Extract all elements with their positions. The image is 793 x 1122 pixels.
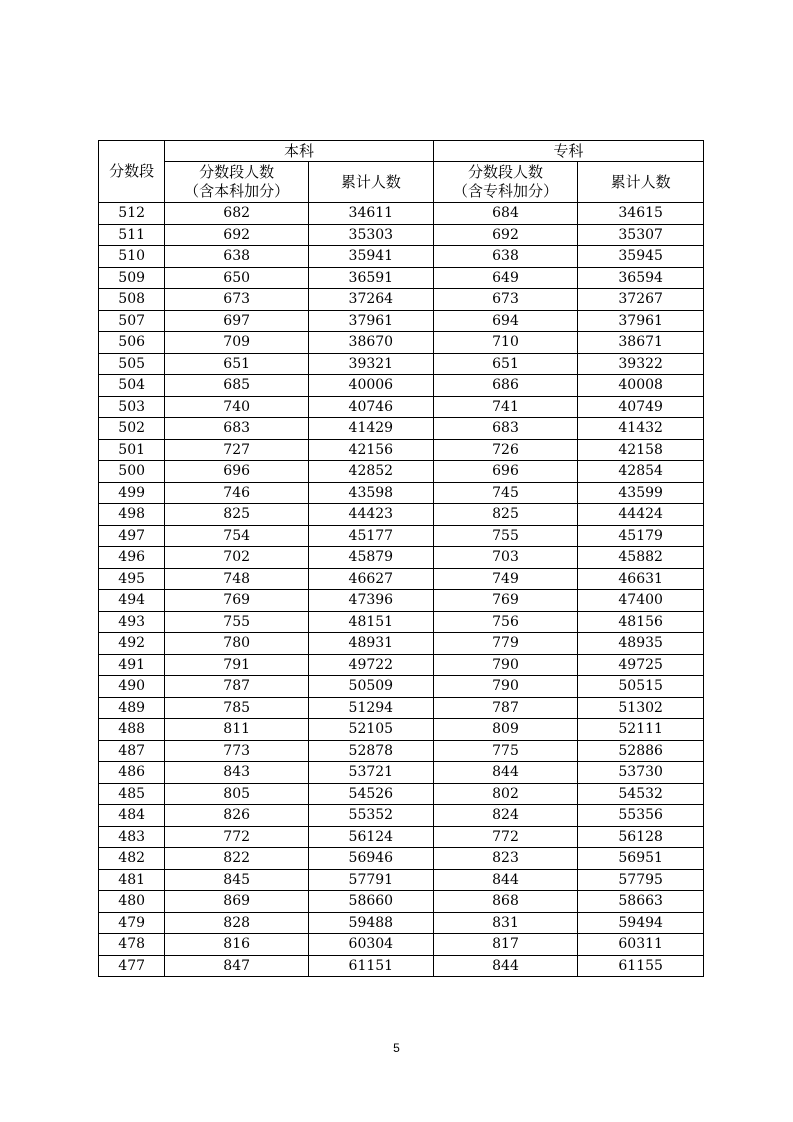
- cell-score: 490: [99, 676, 165, 698]
- header-college-group: 专科: [433, 141, 703, 162]
- cell-undergrad-count: 772: [165, 826, 309, 848]
- header-college-cumulative: 累计人数: [578, 162, 704, 203]
- cell-undergrad-cumulative: 56124: [309, 826, 434, 848]
- cell-college-count: 692: [433, 224, 578, 246]
- cell-college-cumulative: 40749: [578, 396, 704, 418]
- cell-college-count: 790: [433, 654, 578, 676]
- cell-undergrad-cumulative: 51294: [309, 697, 434, 719]
- cell-college-cumulative: 40008: [578, 375, 704, 397]
- cell-undergrad-cumulative: 59488: [309, 912, 434, 934]
- cell-undergrad-cumulative: 61151: [309, 955, 434, 977]
- cell-undergrad-count: 845: [165, 869, 309, 891]
- cell-college-count: 825: [433, 504, 578, 526]
- cell-undergrad-count: 746: [165, 482, 309, 504]
- cell-college-cumulative: 48156: [578, 611, 704, 633]
- table-row: [99, 568, 704, 590]
- cell-college-count: 844: [433, 762, 578, 784]
- cell-score: 481: [99, 869, 165, 891]
- table-row: [99, 719, 704, 741]
- cell-score: 494: [99, 590, 165, 612]
- cell-college-cumulative: 53730: [578, 762, 704, 784]
- table-row: [99, 955, 704, 977]
- cell-undergrad-count: 740: [165, 396, 309, 418]
- cell-score: 482: [99, 848, 165, 870]
- table-row: [99, 203, 704, 225]
- cell-undergrad-cumulative: 40006: [309, 375, 434, 397]
- cell-score: 477: [99, 955, 165, 977]
- cell-score: 478: [99, 934, 165, 956]
- cell-college-count: 703: [433, 547, 578, 569]
- header-undergrad-cumulative: 累计人数: [309, 162, 434, 203]
- cell-college-count: 651: [433, 353, 578, 375]
- cell-undergrad-cumulative: 34611: [309, 203, 434, 225]
- cell-college-cumulative: 39322: [578, 353, 704, 375]
- cell-undergrad-count: 650: [165, 267, 309, 289]
- cell-undergrad-cumulative: 56946: [309, 848, 434, 870]
- table-row: [99, 912, 704, 934]
- cell-college-count: 790: [433, 676, 578, 698]
- cell-undergrad-count: 748: [165, 568, 309, 590]
- cell-college-cumulative: 43599: [578, 482, 704, 504]
- cell-college-cumulative: 52886: [578, 740, 704, 762]
- header-undergrad-count-line2: （含本科加分）: [184, 182, 290, 200]
- header-undergrad-count: [165, 162, 309, 203]
- table-row: [99, 783, 704, 805]
- cell-undergrad-cumulative: 37264: [309, 289, 434, 311]
- cell-undergrad-cumulative: 35941: [309, 246, 434, 268]
- cell-undergrad-count: 754: [165, 525, 309, 547]
- table-row: [99, 934, 704, 956]
- cell-undergrad-count: 822: [165, 848, 309, 870]
- cell-score: 506: [99, 332, 165, 354]
- cell-undergrad-count: 683: [165, 418, 309, 440]
- cell-score: 508: [99, 289, 165, 311]
- cell-undergrad-count: 787: [165, 676, 309, 698]
- cell-college-cumulative: 50515: [578, 676, 704, 698]
- cell-score: 491: [99, 654, 165, 676]
- table-row: [99, 869, 704, 891]
- cell-score: 500: [99, 461, 165, 483]
- cell-undergrad-count: 773: [165, 740, 309, 762]
- cell-undergrad-cumulative: 38670: [309, 332, 434, 354]
- cell-undergrad-count: 780: [165, 633, 309, 655]
- cell-score: 512: [99, 203, 165, 225]
- table-row: [99, 590, 704, 612]
- cell-college-cumulative: 35307: [578, 224, 704, 246]
- cell-undergrad-cumulative: 37961: [309, 310, 434, 332]
- cell-score: 503: [99, 396, 165, 418]
- cell-college-count: 817: [433, 934, 578, 956]
- cell-score: 511: [99, 224, 165, 246]
- cell-undergrad-count: 805: [165, 783, 309, 805]
- cell-undergrad-count: 709: [165, 332, 309, 354]
- cell-college-cumulative: 52111: [578, 719, 704, 741]
- cell-college-count: 772: [433, 826, 578, 848]
- cell-college-count: 710: [433, 332, 578, 354]
- page-number: 5: [393, 1041, 400, 1055]
- header-college-count: [433, 162, 578, 203]
- cell-undergrad-count: 651: [165, 353, 309, 375]
- cell-score: 493: [99, 611, 165, 633]
- cell-college-cumulative: 58663: [578, 891, 704, 913]
- cell-college-count: 755: [433, 525, 578, 547]
- cell-undergrad-cumulative: 47396: [309, 590, 434, 612]
- cell-undergrad-count: 696: [165, 461, 309, 483]
- cell-undergrad-cumulative: 44423: [309, 504, 434, 526]
- cell-college-cumulative: 56951: [578, 848, 704, 870]
- table-row: [99, 246, 704, 268]
- cell-college-count: 831: [433, 912, 578, 934]
- cell-undergrad-count: 685: [165, 375, 309, 397]
- cell-college-cumulative: 55356: [578, 805, 704, 827]
- cell-undergrad-count: 811: [165, 719, 309, 741]
- header-undergrad-group: 本科: [165, 141, 433, 162]
- header-score-range: 分数段: [99, 141, 165, 203]
- cell-college-count: 787: [433, 697, 578, 719]
- header-undergrad-count-line1: 分数段人数: [199, 163, 275, 181]
- cell-undergrad-count: 697: [165, 310, 309, 332]
- cell-score: 495: [99, 568, 165, 590]
- cell-undergrad-count: 816: [165, 934, 309, 956]
- cell-undergrad-cumulative: 48931: [309, 633, 434, 655]
- cell-college-cumulative: 49725: [578, 654, 704, 676]
- cell-undergrad-cumulative: 55352: [309, 805, 434, 827]
- table-row: [99, 848, 704, 870]
- cell-undergrad-cumulative: 60304: [309, 934, 434, 956]
- cell-undergrad-count: 825: [165, 504, 309, 526]
- table-row: [99, 611, 704, 633]
- cell-college-count: 694: [433, 310, 578, 332]
- cell-score: 505: [99, 353, 165, 375]
- cell-score: 484: [99, 805, 165, 827]
- cell-score: 496: [99, 547, 165, 569]
- cell-score: 485: [99, 783, 165, 805]
- table-row: [99, 418, 704, 440]
- table-row: [99, 461, 704, 483]
- cell-college-count: 673: [433, 289, 578, 311]
- cell-undergrad-count: 843: [165, 762, 309, 784]
- cell-college-cumulative: 45882: [578, 547, 704, 569]
- cell-college-cumulative: 47400: [578, 590, 704, 612]
- table-row: [99, 332, 704, 354]
- table-row: [99, 676, 704, 698]
- cell-college-count: 775: [433, 740, 578, 762]
- cell-undergrad-cumulative: 36591: [309, 267, 434, 289]
- cell-undergrad-count: 785: [165, 697, 309, 719]
- cell-college-cumulative: 61155: [578, 955, 704, 977]
- cell-score: 499: [99, 482, 165, 504]
- cell-score: 497: [99, 525, 165, 547]
- cell-score: 483: [99, 826, 165, 848]
- cell-college-count: 779: [433, 633, 578, 655]
- cell-college-cumulative: 46631: [578, 568, 704, 590]
- cell-undergrad-count: 638: [165, 246, 309, 268]
- table-row: [99, 224, 704, 246]
- cell-undergrad-count: 727: [165, 439, 309, 461]
- cell-college-cumulative: 60311: [578, 934, 704, 956]
- cell-undergrad-count: 826: [165, 805, 309, 827]
- cell-college-cumulative: 34615: [578, 203, 704, 225]
- cell-score: 489: [99, 697, 165, 719]
- table-row: [99, 375, 704, 397]
- table-row: [99, 633, 704, 655]
- cell-college-cumulative: 37267: [578, 289, 704, 311]
- table-row: [99, 482, 704, 504]
- cell-college-cumulative: 59494: [578, 912, 704, 934]
- cell-undergrad-cumulative: 52878: [309, 740, 434, 762]
- score-distribution-table: [98, 140, 704, 977]
- cell-undergrad-cumulative: 53721: [309, 762, 434, 784]
- table-row: [99, 353, 704, 375]
- cell-undergrad-cumulative: 50509: [309, 676, 434, 698]
- cell-college-cumulative: 37961: [578, 310, 704, 332]
- cell-undergrad-cumulative: 42156: [309, 439, 434, 461]
- cell-undergrad-cumulative: 46627: [309, 568, 434, 590]
- cell-college-cumulative: 41432: [578, 418, 704, 440]
- cell-undergrad-cumulative: 39321: [309, 353, 434, 375]
- cell-college-count: 802: [433, 783, 578, 805]
- header-sub-row: [99, 162, 704, 203]
- cell-college-count: 844: [433, 955, 578, 977]
- cell-undergrad-cumulative: 45177: [309, 525, 434, 547]
- cell-college-count: 749: [433, 568, 578, 590]
- cell-undergrad-count: 869: [165, 891, 309, 913]
- cell-college-cumulative: 48935: [578, 633, 704, 655]
- cell-score: 486: [99, 762, 165, 784]
- cell-undergrad-count: 692: [165, 224, 309, 246]
- cell-undergrad-count: 847: [165, 955, 309, 977]
- table-row: [99, 504, 704, 526]
- cell-college-count: 823: [433, 848, 578, 870]
- cell-college-cumulative: 45179: [578, 525, 704, 547]
- table-row: [99, 439, 704, 461]
- table-row: [99, 740, 704, 762]
- cell-undergrad-count: 673: [165, 289, 309, 311]
- cell-college-count: 638: [433, 246, 578, 268]
- cell-score: 502: [99, 418, 165, 440]
- cell-score: 504: [99, 375, 165, 397]
- cell-undergrad-count: 828: [165, 912, 309, 934]
- table-row: [99, 697, 704, 719]
- cell-undergrad-cumulative: 40746: [309, 396, 434, 418]
- cell-undergrad-count: 791: [165, 654, 309, 676]
- header-college-count-line2: （含专科加分）: [452, 182, 558, 200]
- cell-college-count: 684: [433, 203, 578, 225]
- cell-college-count: 696: [433, 461, 578, 483]
- cell-score: 510: [99, 246, 165, 268]
- cell-score: 509: [99, 267, 165, 289]
- table-row: [99, 289, 704, 311]
- table-body: [99, 203, 704, 977]
- cell-score: 507: [99, 310, 165, 332]
- cell-undergrad-cumulative: 58660: [309, 891, 434, 913]
- table-row: [99, 267, 704, 289]
- cell-score: 488: [99, 719, 165, 741]
- table-row: [99, 396, 704, 418]
- cell-college-count: 809: [433, 719, 578, 741]
- header-college-count-line1: 分数段人数: [467, 163, 543, 181]
- cell-college-count: 683: [433, 418, 578, 440]
- header-group-row: [99, 141, 704, 162]
- table-row: [99, 762, 704, 784]
- cell-college-count: 649: [433, 267, 578, 289]
- cell-college-cumulative: 54532: [578, 783, 704, 805]
- cell-college-cumulative: 51302: [578, 697, 704, 719]
- cell-undergrad-cumulative: 57791: [309, 869, 434, 891]
- cell-undergrad-cumulative: 52105: [309, 719, 434, 741]
- cell-undergrad-count: 769: [165, 590, 309, 612]
- cell-college-cumulative: 35945: [578, 246, 704, 268]
- table-row: [99, 525, 704, 547]
- cell-college-cumulative: 44424: [578, 504, 704, 526]
- cell-score: 480: [99, 891, 165, 913]
- cell-college-count: 769: [433, 590, 578, 612]
- table-row: [99, 654, 704, 676]
- table-row: [99, 826, 704, 848]
- cell-college-count: 745: [433, 482, 578, 504]
- cell-score: 498: [99, 504, 165, 526]
- cell-college-count: 686: [433, 375, 578, 397]
- cell-undergrad-cumulative: 42852: [309, 461, 434, 483]
- table-header: [99, 141, 704, 203]
- cell-college-count: 824: [433, 805, 578, 827]
- cell-undergrad-cumulative: 35303: [309, 224, 434, 246]
- cell-college-cumulative: 57795: [578, 869, 704, 891]
- cell-college-cumulative: 36594: [578, 267, 704, 289]
- cell-undergrad-count: 702: [165, 547, 309, 569]
- cell-undergrad-cumulative: 49722: [309, 654, 434, 676]
- cell-undergrad-count: 755: [165, 611, 309, 633]
- table-row: [99, 310, 704, 332]
- cell-college-cumulative: 42854: [578, 461, 704, 483]
- cell-score: 501: [99, 439, 165, 461]
- cell-score: 487: [99, 740, 165, 762]
- cell-college-cumulative: 42158: [578, 439, 704, 461]
- cell-undergrad-cumulative: 41429: [309, 418, 434, 440]
- cell-college-count: 868: [433, 891, 578, 913]
- cell-college-cumulative: 56128: [578, 826, 704, 848]
- table-row: [99, 891, 704, 913]
- cell-undergrad-cumulative: 54526: [309, 783, 434, 805]
- cell-undergrad-cumulative: 48151: [309, 611, 434, 633]
- cell-undergrad-cumulative: 43598: [309, 482, 434, 504]
- cell-undergrad-cumulative: 45879: [309, 547, 434, 569]
- cell-score: 479: [99, 912, 165, 934]
- cell-college-count: 741: [433, 396, 578, 418]
- cell-undergrad-count: 682: [165, 203, 309, 225]
- cell-college-cumulative: 38671: [578, 332, 704, 354]
- cell-college-count: 726: [433, 439, 578, 461]
- table-row: [99, 547, 704, 569]
- table-row: [99, 805, 704, 827]
- cell-college-count: 844: [433, 869, 578, 891]
- cell-score: 492: [99, 633, 165, 655]
- cell-college-count: 756: [433, 611, 578, 633]
